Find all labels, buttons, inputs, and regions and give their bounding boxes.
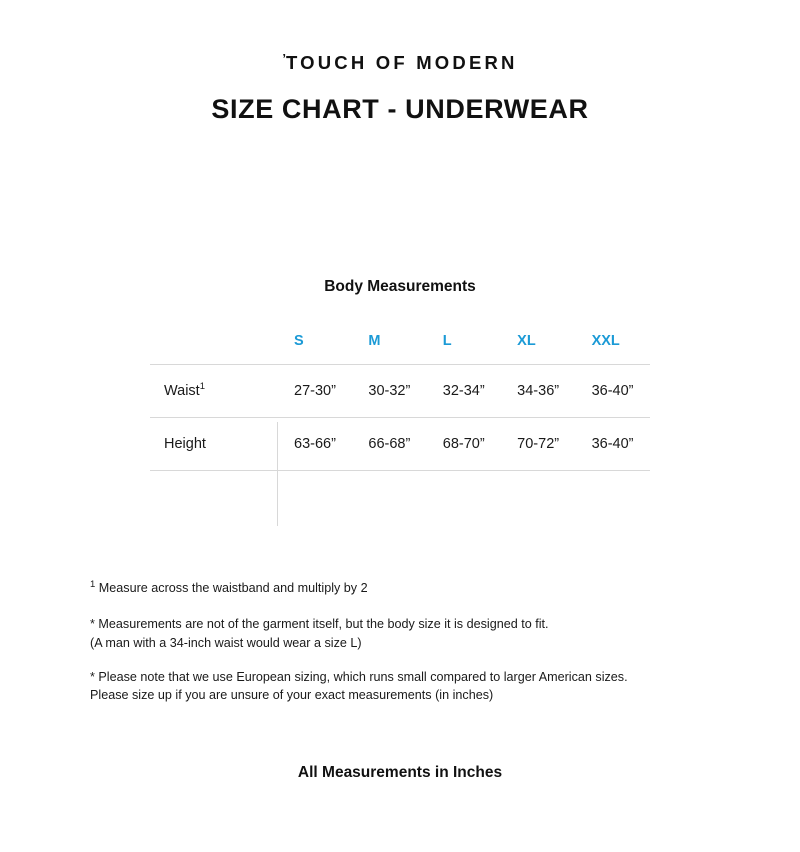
column-header-l-label: L bbox=[442, 333, 452, 349]
cell-height-s bbox=[278, 418, 352, 471]
note-2-line-1: * Please note that we use European sizing, which runs small compared to larger American sizes. bbox=[90, 669, 628, 684]
brand-logo bbox=[0, 52, 800, 74]
footer-note: All Measurements in Inches bbox=[297, 764, 503, 781]
row-label-waist-text: Waist bbox=[164, 383, 200, 399]
column-header-s-label: S bbox=[294, 333, 304, 349]
notes-block bbox=[90, 579, 730, 704]
footnote-line bbox=[90, 579, 730, 597]
section-heading: Body Measurements bbox=[324, 278, 476, 295]
note-2-line-2: Please size up if you are unsure of your exact measurements (in inches) bbox=[90, 688, 494, 702]
cell-waist-s bbox=[278, 365, 352, 418]
column-header-l bbox=[427, 318, 501, 365]
size-table-head bbox=[150, 318, 650, 365]
cell-waist-s-value: 27-30” bbox=[294, 383, 336, 399]
column-header-m bbox=[352, 318, 426, 365]
size-table bbox=[150, 318, 650, 471]
cell-waist-xxl-value: 36-40” bbox=[591, 383, 634, 399]
cell-height-m bbox=[352, 418, 426, 471]
cell-height-m-value: 66-68” bbox=[368, 436, 411, 452]
cell-height-l bbox=[427, 418, 501, 471]
size-table-wrapper bbox=[150, 318, 650, 471]
column-header-s bbox=[278, 318, 352, 365]
note-1-line-2: (A man with a 34-inch waist would wear a size L) bbox=[90, 635, 362, 650]
row-label-height bbox=[150, 418, 278, 471]
cell-waist-l-value: 32-34” bbox=[442, 383, 485, 399]
cell-waist-xl-value: 34-36” bbox=[517, 383, 560, 399]
brand-apostrophe-icon: ’ bbox=[282, 51, 286, 66]
size-table-body bbox=[150, 365, 650, 471]
row-label-waist-footnote: 1 bbox=[199, 381, 206, 393]
cell-height-l-value: 68-70” bbox=[442, 436, 485, 452]
column-header-xxl-label: XXL bbox=[591, 333, 620, 349]
page-title: SIZE CHART - UNDERWEAR bbox=[211, 94, 589, 124]
cell-height-xxl bbox=[576, 418, 650, 471]
cell-height-s-value: 63-66” bbox=[294, 436, 336, 452]
table-column-divider bbox=[277, 422, 278, 526]
footnote-marker: 1 bbox=[90, 578, 96, 590]
table-row bbox=[150, 418, 650, 471]
cell-height-xl-value: 70-72” bbox=[517, 436, 560, 452]
column-header-xxl bbox=[576, 318, 650, 365]
cell-waist-m bbox=[352, 365, 426, 418]
cell-waist-m-value: 30-32” bbox=[368, 383, 411, 399]
row-label-waist bbox=[150, 365, 278, 418]
cell-waist-xxl bbox=[576, 365, 650, 418]
footnote-text: Measure across the waistband and multiply by 2 bbox=[98, 581, 368, 595]
table-corner-cell bbox=[150, 318, 278, 365]
table-header-row bbox=[150, 318, 650, 365]
cell-height-xl bbox=[501, 418, 575, 471]
cell-waist-xl bbox=[501, 365, 575, 418]
cell-waist-l bbox=[427, 365, 501, 418]
row-label-height-text: Height bbox=[164, 436, 206, 452]
column-header-xl bbox=[501, 318, 575, 365]
cell-height-xxl-value: 36-40” bbox=[591, 436, 634, 452]
column-header-m-label: M bbox=[368, 333, 381, 349]
table-row bbox=[150, 365, 650, 418]
size-chart-page bbox=[0, 52, 800, 852]
brand-name: TOUCH OF MODERN bbox=[285, 52, 518, 73]
column-header-xl-label: XL bbox=[517, 333, 536, 349]
note-1-line-1: * Measurements are not of the garment itself, but the body size it is designed to fit. bbox=[90, 617, 549, 632]
